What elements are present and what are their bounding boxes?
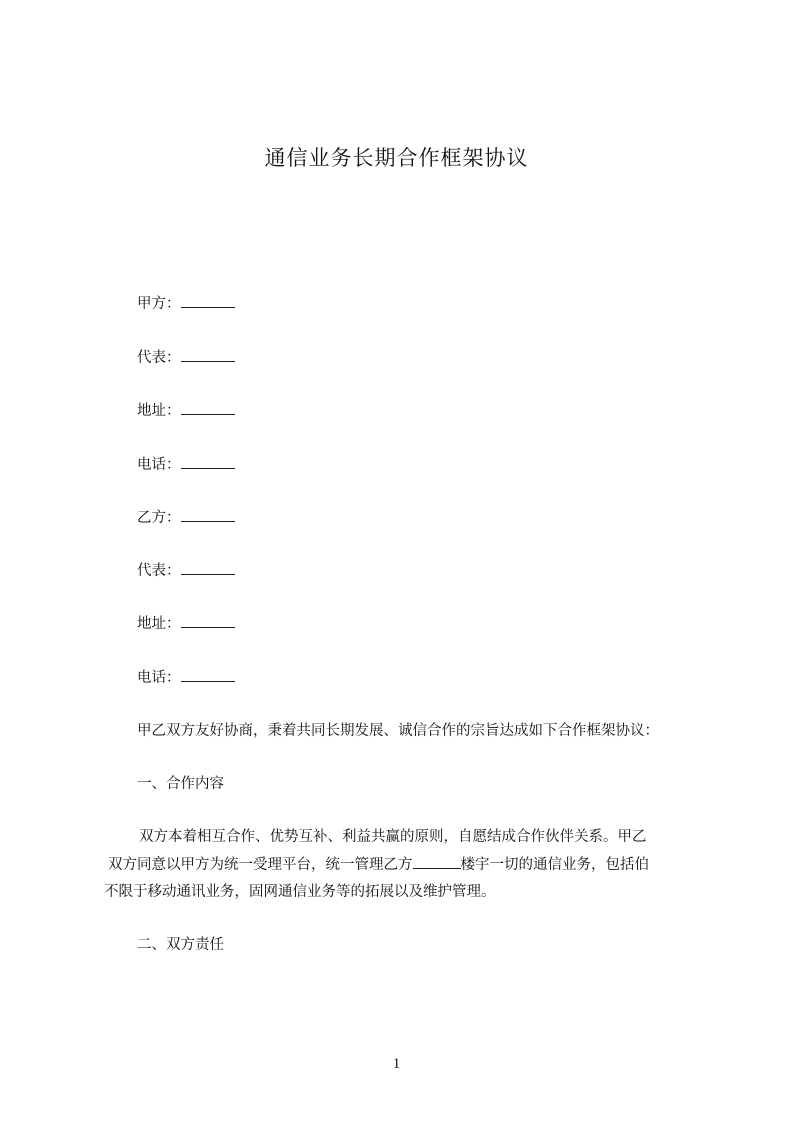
section-1-line-1: 双方本着相互合作、优势互补、利益共赢的原则，自愿结成合作伙伴关系。甲乙 [139,829,647,845]
party-b-name-blank[interactable] [181,509,235,522]
party-a-address-blank[interactable] [181,402,235,415]
party-a-rep-label: 代表： [137,350,181,366]
section-2-heading: 二、双方责任 [137,937,224,953]
party-b-rep-field [137,559,235,580]
party-a-rep-field [137,346,235,367]
party-a-name-label: 甲方： [137,296,181,312]
party-a-address-label: 地址： [137,403,181,419]
intro-paragraph: 甲乙双方友好协商，秉着共同长期发展、诚信合作的宗旨达成如下合作框架协议： [137,723,659,739]
party-b-rep-blank[interactable] [181,562,235,575]
document-title: 通信业务长期合作框架协议 [264,146,529,170]
party-b-phone-blank[interactable] [181,669,235,682]
party-a-name-blank[interactable] [181,295,235,308]
party-a-phone-blank[interactable] [181,456,235,469]
building-name-blank[interactable] [413,856,461,869]
party-a-phone-label: 电话： [137,457,181,473]
party-b-name-field [137,506,235,527]
section-1-line-2-start: 双方同意以甲方为统一受理平台，统一管理乙方 [108,857,413,873]
party-b-name-label: 乙方： [137,510,181,526]
party-b-phone-label: 电话： [137,670,181,686]
party-a-name-field [137,292,235,313]
party-a-phone-field [137,453,235,474]
section-1-line-3: 不限于移动通讯业务，固网通信业务等的拓展以及维护管理。 [104,884,496,900]
party-b-phone-field [137,666,235,687]
section-1-line-2 [104,853,699,874]
page-number: 1 [392,1056,401,1072]
party-b-address-blank[interactable] [181,615,235,628]
party-a-rep-blank[interactable] [181,349,235,362]
section-1-heading: 一、合作内容 [137,776,224,792]
party-a-address-field [137,399,235,420]
party-b-address-field [137,612,235,633]
party-b-address-label: 地址： [137,616,181,632]
section-1-line-2-end: 楼宇一切的通信业务，包括伯 [460,857,649,873]
party-b-rep-label: 代表： [137,563,181,579]
